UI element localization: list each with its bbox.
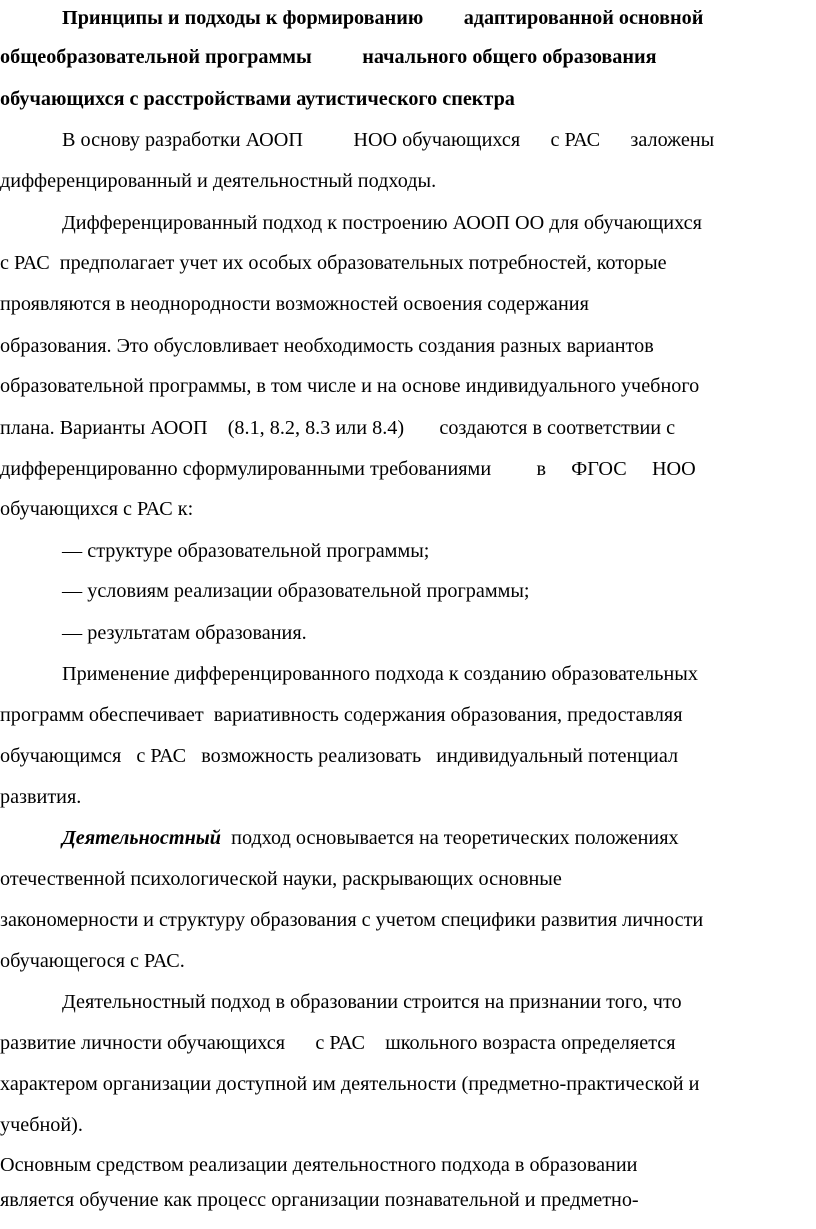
p5-line-1: Деятельностный подход в образовании строится на признании того, что	[62, 991, 682, 1013]
p2-line-7: дифференцированно сформулированными требованиями в ФГОС НОО	[0, 458, 696, 480]
list-item: — результатам образования.	[62, 622, 307, 644]
p5-line-3: характером организации доступной им деятельности (предметно-практической и	[0, 1073, 700, 1095]
p4-line-1	[62, 825, 679, 851]
p1-line-1: В основу разработки АООП НОО обучающихся с РАС заложены	[62, 129, 715, 151]
p2-line-2: с РАС предполагает учет их особых образовательных потребностей, которые	[0, 252, 667, 274]
p2-line-4: образования. Это обусловливает необходимость создания разных вариантов	[0, 335, 654, 357]
p5-line-4: учебной).	[0, 1114, 83, 1136]
p2-line-1: Дифференцированный подход к построению АООП ОО для обучающихся	[62, 212, 702, 234]
p4-line-2: отечественной психологической науки, раскрывающих основные	[0, 868, 562, 890]
list-item: — структуре образовательной программы;	[62, 540, 430, 562]
p2-line-6: плана. Варианты АООП (8.1, 8.2, 8.3 или 8.4) создаются в соответствии с	[0, 417, 676, 439]
italic-term: Деятельностный	[62, 827, 222, 849]
p3-line-2: программ обеспечивает вариативность содержания образования, предоставляя	[0, 704, 683, 726]
list-item: — условиям реализации образовательной программы;	[62, 580, 530, 602]
p3-line-3: обучающимся с РАС возможность реализовать индивидуальный потенциал	[0, 745, 679, 767]
p4-line-4: обучающегося с РАС.	[0, 950, 185, 972]
p3-line-4: развития.	[0, 786, 82, 808]
title-line-3: обучающихся с расстройствами аутистического спектра	[0, 88, 515, 110]
title-line-1: Принципы и подходы к формированию адаптированной основной	[62, 7, 704, 29]
p3-line-1: Применение дифференцированного подхода к созданию образовательных	[62, 663, 698, 685]
p4-line-3: закономерности и структуру образования с учетом специфики развития личности	[0, 909, 704, 931]
p1-line-2: дифференцированный и деятельностный подходы.	[0, 170, 437, 192]
p6-line-2: является обучение как процесс организации познавательной и предметно-	[0, 1189, 639, 1211]
title-line-2: общеобразовательной программы начального общего образования	[0, 46, 657, 68]
p5-line-2: развитие личности обучающихся с РАС школьного возраста определяется	[0, 1032, 676, 1054]
p4-line-1-rest: подход основывается на теоретических положениях	[221, 827, 679, 849]
p2-line-5: образовательной программы, в том числе и на основе индивидуального учебного	[0, 375, 700, 397]
p2-line-8: обучающихся с РАС к:	[0, 498, 194, 520]
p6-line-1: Основным средством реализации деятельностного подхода в образовании	[0, 1154, 638, 1176]
p2-line-3: проявляются в неоднородности возможностей освоения содержания	[0, 293, 589, 315]
